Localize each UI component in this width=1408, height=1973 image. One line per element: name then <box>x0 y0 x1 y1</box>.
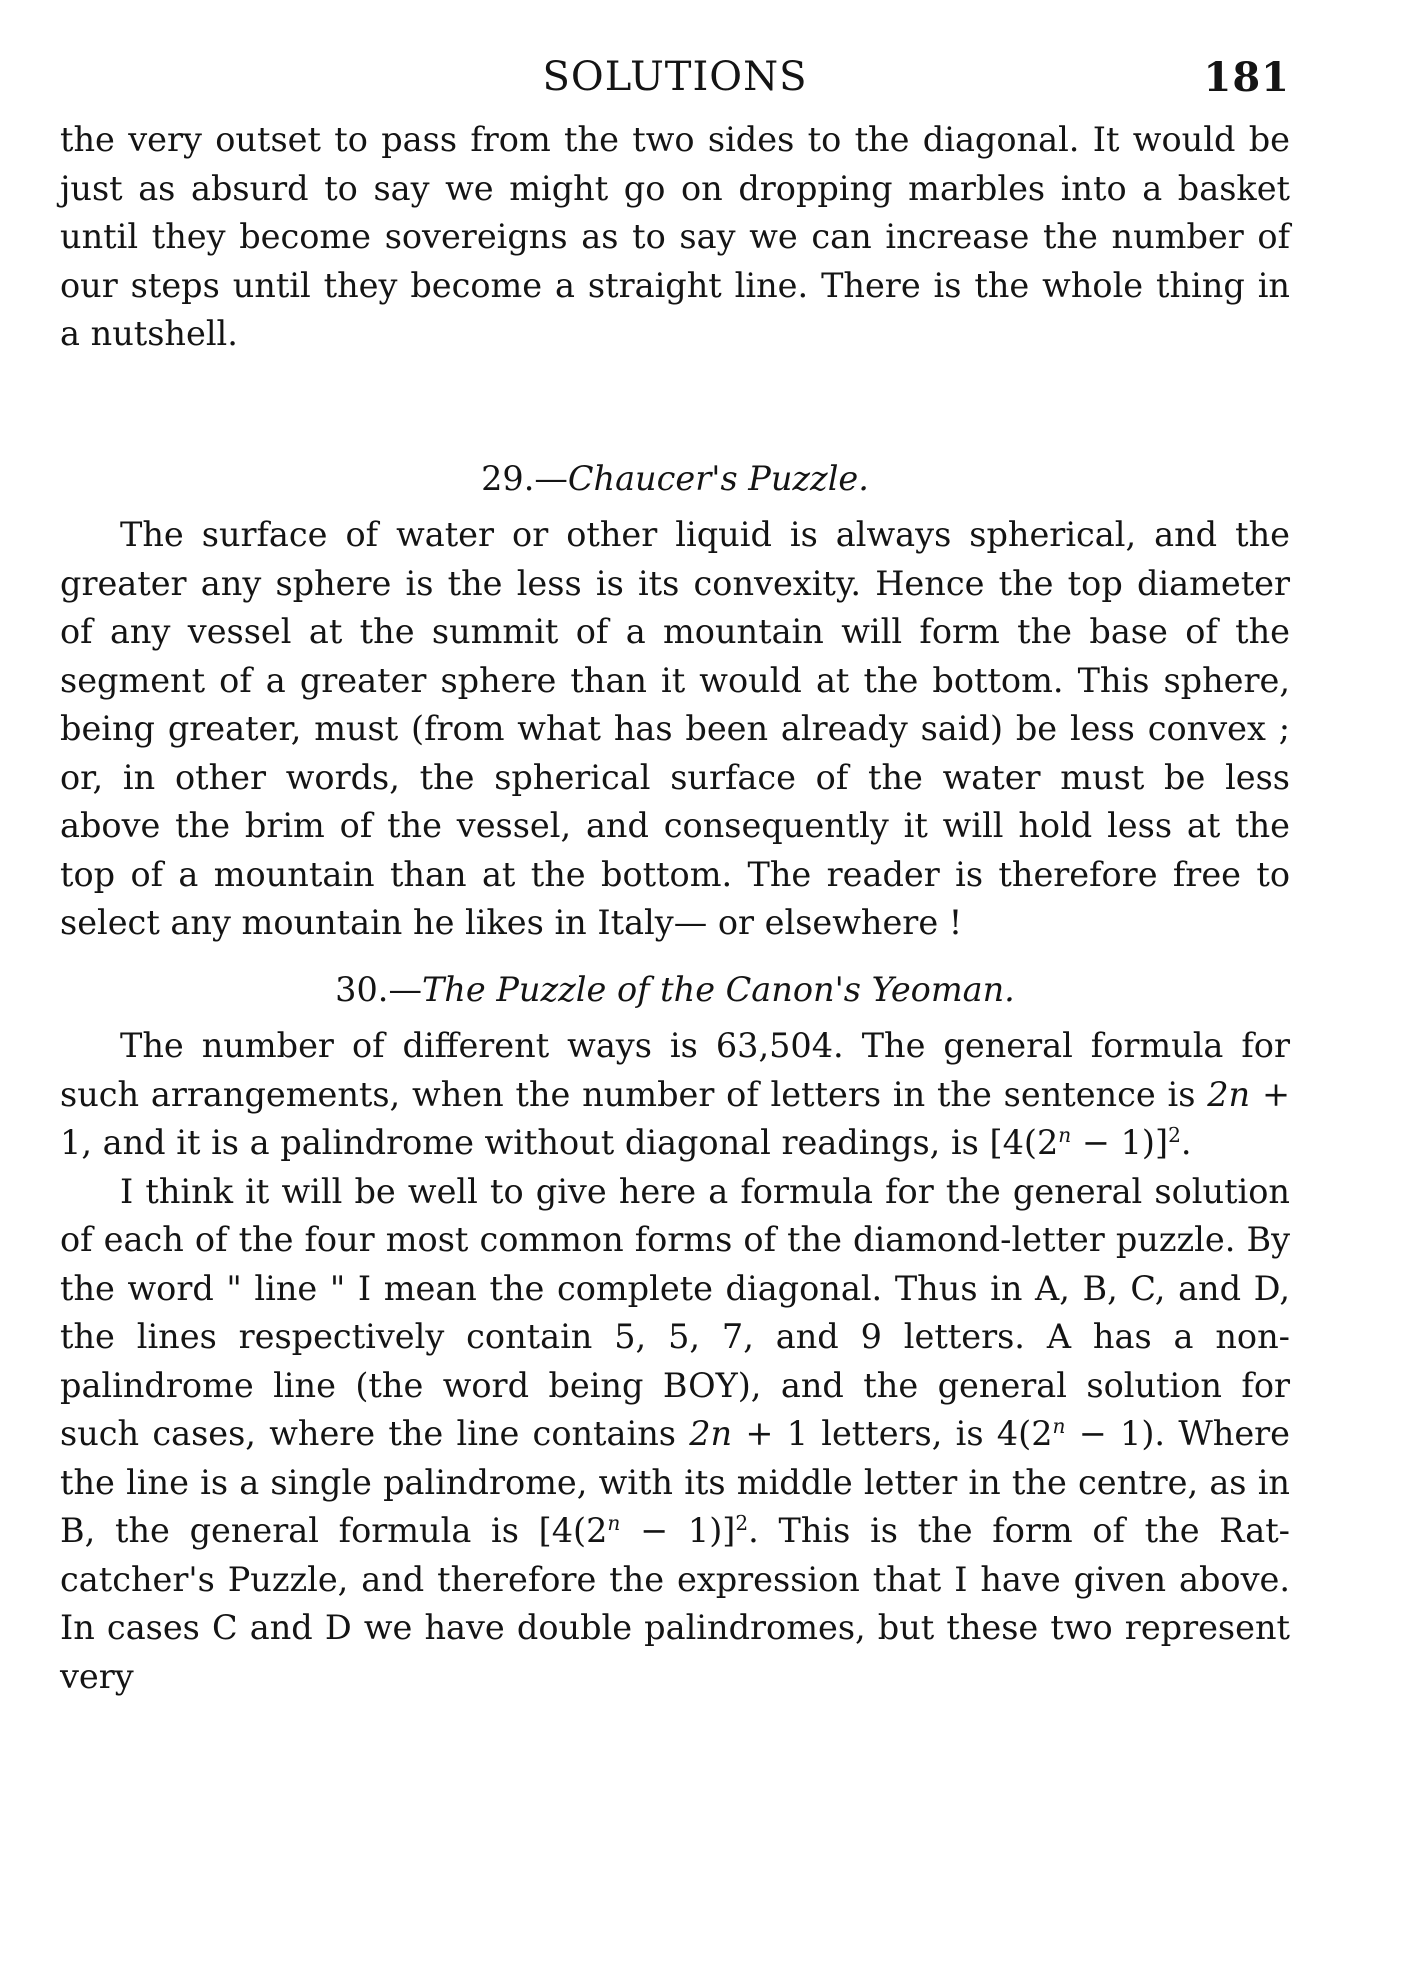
text-run: I think it will be well to give here a formula for the general solution of each of the four most common forms of the diamond-letter puzzle. By the word " line " I mean the complete diagonal. Thus in A, B, C, and D, the lines respectively contain 5, 5, 7, and 9 letters. A has a non-palindrome line (the word being BOY), and the general solution for such cases, where the line contains <box>60 1171 1290 1453</box>
formula-exponent: n <box>1058 1122 1072 1147</box>
text-run: + 1 letters, is 4(2 <box>732 1414 1053 1453</box>
text-run: The number of different ways is 63,504. The general formula for such arrangements, when the number of letters in the sentence is <box>60 1026 1290 1114</box>
section-30-title: The Puzzle of the Canon's Yeoman. <box>421 969 1015 1009</box>
page-number: 181 <box>1203 54 1290 101</box>
section-spacer <box>60 359 1290 455</box>
heading-spacer <box>60 503 1290 511</box>
formula-variable: 2n <box>689 1414 733 1453</box>
heading-spacer <box>60 1014 1290 1022</box>
section-30-paragraph-1 <box>60 1022 1290 1168</box>
section-30-heading <box>60 966 1290 1015</box>
intro-paragraph: the very outset to pass from the two sides to the diagonal. It would be just as absurd to say we might go on dropping marbles into a basket until they become sovereigns as to say we can increase the number of our steps until they become a straight line. There is the whole thing in a nutshell. <box>60 120 1290 353</box>
section-29-heading <box>60 455 1290 504</box>
running-title: SOLUTIONS <box>542 54 808 100</box>
text-run: + 1, and it is a palindrome without diagonal readings, is [4(2 <box>60 1074 1291 1162</box>
section-30-number: 30.— <box>335 969 422 1009</box>
book-page <box>60 50 1290 1930</box>
text-run: . <box>1180 1123 1192 1162</box>
section-30-paragraph-2 <box>60 1168 1290 1702</box>
formula-exponent: 2 <box>1168 1122 1181 1147</box>
running-header <box>60 50 1290 116</box>
text-run: − 1)] <box>1071 1123 1169 1162</box>
formula-exponent: n <box>1052 1413 1066 1438</box>
section-29-paragraph: The surface of water or other liquid is always spherical, and the greater any sphere is the less is its convexity. Hence the top diameter of any vessel at the summit of a mountain will form the base of the segment of a greater sphere than it would at the bottom. This sphere, being greater, must (from what has been already said) be less convex ; or, in other words, the spherical surface of the water must be less above the brim of the vessel, and consequently it will hold less at the top of a mountain than at the bottom. The reader is therefore free to select any mountain he likes in Italy— or elsewhere ! <box>60 515 1290 942</box>
text-run: − 1)] <box>620 1511 736 1550</box>
section-29-number: 29.— <box>481 458 568 498</box>
formula-variable: 2n <box>1207 1074 1251 1114</box>
text-run: . This is the form of the Rat-catcher's Puzzle, and therefore the expression that I have given above. In cases C and D we have double palindromes, but these two represent very <box>60 1511 1291 1696</box>
text-run: − 1). Where the line is a single palindrome, with its middle letter in the centre, as in B, the general formula is [4(2 <box>60 1414 1290 1550</box>
formula-exponent: 2 <box>735 1510 749 1535</box>
section-29-title: Chaucer's Puzzle. <box>567 458 869 498</box>
formula-exponent: n <box>607 1510 621 1535</box>
section-spacer <box>60 948 1290 966</box>
